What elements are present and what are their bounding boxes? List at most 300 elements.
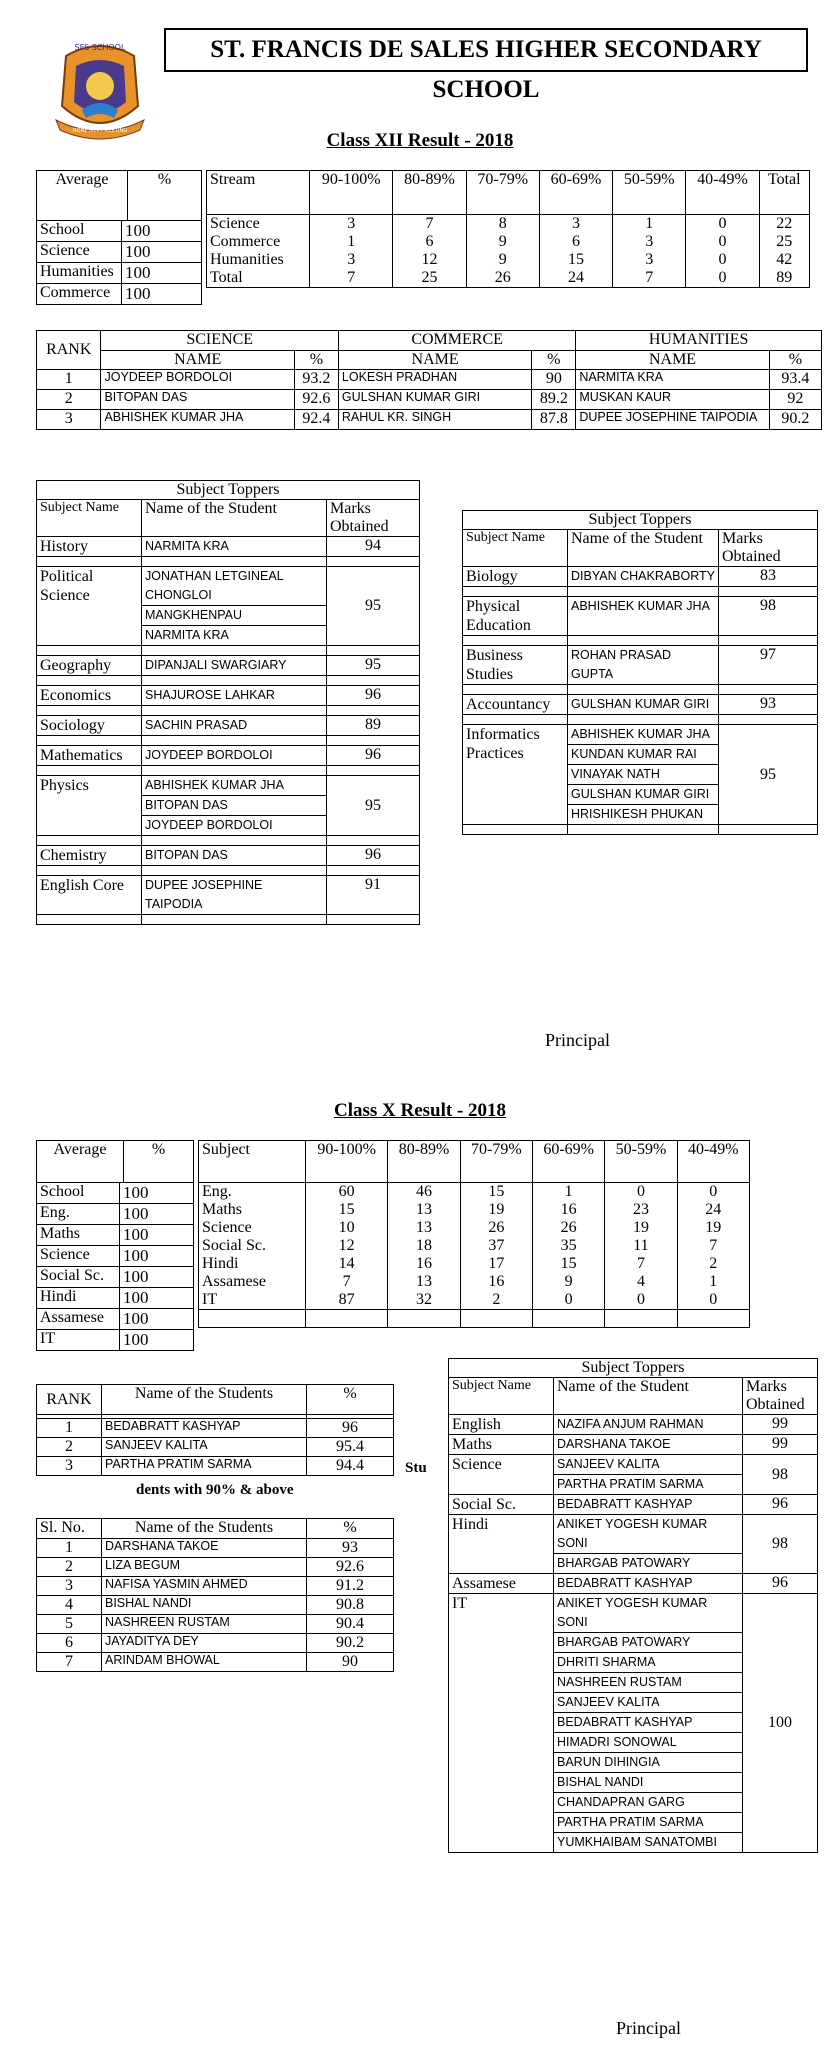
student-name: ROHAN PRASAD GUPTA [571, 648, 672, 681]
table-cell: 7 [605, 1255, 677, 1273]
student-name: DHRITI SHARMA [554, 1653, 742, 1673]
table-cell: 13 [388, 1219, 460, 1237]
table-row [37, 1183, 193, 1204]
student-name: SANJEEV KALITA [554, 1455, 742, 1475]
subject-name: Economics [37, 686, 142, 706]
x-heading: Class X Result - 2018 [333, 1100, 507, 1121]
table-cell: 15 [532, 1255, 604, 1273]
avg-label: School [37, 1183, 120, 1204]
table-cell: 1 [532, 1183, 604, 1202]
table-cell: 1 [37, 370, 101, 390]
avg-label: Eng. [37, 1204, 120, 1225]
marks-value: 98 [719, 597, 818, 636]
table-row [449, 1515, 818, 1574]
spacer-row [199, 1310, 750, 1328]
avg-value: 100 [122, 242, 202, 263]
student-name: SANJEEV KALITA [554, 1693, 742, 1713]
toppers-title: Subject Toppers [37, 481, 420, 500]
avg-label: Commerce [37, 284, 122, 305]
table-cell: 13 [388, 1201, 460, 1219]
marks-value: 89 [327, 716, 420, 736]
table-row [449, 1415, 818, 1435]
table-row [199, 1273, 750, 1291]
column-header: 80-89% [388, 1141, 460, 1183]
table-row [37, 1225, 193, 1246]
table-cell: Eng. [199, 1183, 306, 1202]
table-cell: 5 [37, 1615, 102, 1634]
student-name: JOYDEEP BORDOLOI [101, 370, 294, 390]
marks-value: 96 [327, 846, 420, 866]
column-header: Subject Name [37, 500, 142, 537]
student-name: HRISHIKESH PHUKAN [571, 807, 703, 821]
toppers-title: Subject Toppers [463, 511, 818, 530]
marks-value: 95 [327, 656, 420, 676]
student-name: JAYADITYA DEY [102, 1634, 307, 1653]
subject-name: Physical Education [463, 597, 568, 636]
student-name: ABHISHEK KUMAR JHA [568, 725, 718, 745]
table-row [449, 1495, 818, 1515]
table-cell: 3 [613, 233, 686, 251]
table-cell: Total [207, 269, 310, 288]
x-above90-table [36, 1518, 394, 1672]
table-row [37, 1438, 394, 1457]
avg-label: Science [37, 242, 122, 263]
table-cell: 93 [307, 1539, 394, 1558]
table-row [37, 284, 201, 305]
column-header: Sl. No. [37, 1519, 102, 1539]
student-name: SANJEEV KALITA [102, 1438, 307, 1457]
school-logo [48, 36, 152, 144]
school-name: ST. FRANCIS DE SALES HIGHER SECONDARY SCHOOL [164, 28, 808, 72]
table-cell: 7 [677, 1237, 749, 1255]
table-cell: 6 [37, 1634, 102, 1653]
subject-name: English Core [37, 876, 142, 915]
table-cell: 32 [388, 1291, 460, 1310]
table-row [37, 776, 420, 836]
table-row [449, 1435, 818, 1455]
table-cell: 0 [686, 269, 759, 288]
xii-principal: Principal [545, 1030, 610, 1050]
student-name: RAHUL KR. SINGH [338, 410, 531, 430]
table-header-row [37, 1519, 394, 1539]
students-cell [554, 1415, 743, 1435]
marks-value: 95 [719, 725, 818, 825]
table-cell: 0 [677, 1291, 749, 1310]
student-name: DUPEE JOSEPHINE TAIPODIA [576, 410, 769, 430]
student-name: SHAJUROSE LAHKAR [145, 688, 275, 702]
subject-name: History [37, 537, 142, 557]
spacer-row [37, 557, 420, 567]
table-cell: 7 [393, 215, 466, 234]
table-cell: 15 [539, 251, 612, 269]
avg-value: 100 [120, 1204, 194, 1225]
subject-name: Mathematics [37, 746, 142, 766]
student-name: PARTHA PRATIM SARMA [554, 1813, 742, 1833]
table-cell: 26 [466, 269, 539, 288]
students-cell [142, 686, 327, 706]
table-row [37, 537, 420, 557]
table-row [37, 1267, 193, 1288]
student-name: GULSHAN KUMAR GIRI [571, 697, 710, 711]
table-cell: 25 [393, 269, 466, 288]
toppers-title-row [463, 511, 818, 530]
students-cell [554, 1594, 743, 1853]
table-cell: 16 [460, 1273, 532, 1291]
column-header: 50-59% [613, 171, 686, 215]
student-name: GULSHAN KUMAR GIRI [568, 785, 718, 805]
subject-name: Maths [449, 1435, 554, 1455]
student-name: BITOPAN DAS [101, 390, 294, 410]
spacer-row [463, 587, 818, 597]
avg-label: School [37, 221, 122, 242]
subject-name: Hindi [449, 1515, 554, 1574]
avg-value: 100 [123, 1330, 149, 1349]
table-cell: 93.2 [294, 370, 338, 390]
marks-value: 96 [743, 1574, 818, 1594]
table-cell: 3 [613, 251, 686, 269]
avg-value: 100 [120, 1288, 194, 1309]
marks-value: 83 [719, 567, 818, 587]
table-cell: 7 [613, 269, 686, 288]
column-header: 80-89% [393, 171, 466, 215]
students-cell [554, 1435, 743, 1455]
toppers-header-row [449, 1378, 818, 1415]
table-cell: 37 [460, 1237, 532, 1255]
table-cell: 19 [605, 1219, 677, 1237]
column-header: RANK [37, 1385, 102, 1415]
avg-value: 100 [125, 284, 151, 303]
spacer-row [37, 866, 420, 876]
table-cell: 92.6 [294, 390, 338, 410]
marks-value: 96 [743, 1495, 818, 1515]
marks-value: 91 [327, 876, 420, 915]
table-cell: 3 [310, 215, 393, 234]
table-row [199, 1201, 750, 1219]
avg-value: 100 [120, 1225, 194, 1246]
table-cell: 15 [306, 1201, 388, 1219]
table-row [207, 251, 810, 269]
table-cell: 16 [388, 1255, 460, 1273]
table-row [37, 1653, 394, 1672]
table-cell: 7 [37, 1653, 102, 1672]
toppers-title: Subject Toppers [449, 1359, 818, 1378]
student-name: BEDABRATT KASHYAP [557, 1576, 693, 1590]
student-name: PARTHA PRATIM SARMA [557, 1477, 704, 1491]
student-name: NASHREEN RUSTAM [102, 1615, 307, 1634]
marks-value: 93 [719, 695, 818, 715]
column-header: 60-69% [539, 171, 612, 215]
table-row [199, 1183, 750, 1202]
column-header: 40-49% [686, 171, 759, 215]
table-cell: 14 [306, 1255, 388, 1273]
avg-value: 100 [122, 263, 202, 284]
spacer-row [37, 736, 420, 746]
table-cell: 91.2 [307, 1577, 394, 1596]
table-cell: 90.4 [307, 1615, 394, 1634]
table-cell: 42 [759, 251, 809, 269]
table-cell: 12 [393, 251, 466, 269]
marks-value: 95 [327, 567, 420, 646]
students-cell [554, 1574, 743, 1594]
student-name: LOKESH PRADHAN [338, 370, 531, 390]
table-cell: 17 [460, 1255, 532, 1273]
table-cell: 6 [393, 233, 466, 251]
subject-name: Geography [37, 656, 142, 676]
student-name: KUNDAN KUMAR RAI [568, 745, 718, 765]
marks-value: 96 [327, 686, 420, 706]
table-cell: IT [199, 1291, 306, 1310]
x-toppers-table [448, 1358, 818, 1853]
students-cell [142, 846, 327, 866]
table-row [37, 263, 201, 284]
table-cell: Science [199, 1219, 306, 1237]
table-cell: 9 [532, 1273, 604, 1291]
avg-label: Science [37, 1246, 120, 1267]
student-name: CHANDAPRAN GARG [554, 1793, 742, 1813]
table-row [37, 1204, 193, 1225]
subject-name: Science [449, 1455, 554, 1495]
table-cell: 3 [539, 215, 612, 234]
column-header: 60-69% [532, 1141, 604, 1183]
table-cell: 24 [677, 1201, 749, 1219]
table-cell: 92 [769, 390, 821, 410]
students-cell [568, 725, 719, 825]
table-cell: 87 [306, 1291, 388, 1310]
table-row [37, 221, 201, 242]
table-cell: 12 [306, 1237, 388, 1255]
column-header: Name of the Students [102, 1385, 307, 1415]
student-name: BITOPAN DAS [142, 796, 326, 816]
table-cell: 89.2 [532, 390, 576, 410]
column-header: % [307, 1519, 394, 1539]
student-name: LIZA BEGUM [102, 1558, 307, 1577]
spacer-row [463, 825, 818, 835]
table-row [37, 846, 420, 866]
table-cell: 4 [605, 1273, 677, 1291]
student-name: NAFISA YASMIN AHMED [102, 1577, 307, 1596]
spacer-row [37, 836, 420, 846]
column-header: Name of the Student [142, 500, 327, 537]
students-cell [142, 656, 327, 676]
student-name: DARSHANA TAKOE [102, 1539, 307, 1558]
student-name: PARTHA PRATIM SARMA [102, 1457, 307, 1476]
spacer-row [463, 685, 818, 695]
table-cell: 46 [388, 1183, 460, 1202]
table-row [37, 1309, 193, 1330]
marks-value: 97 [719, 646, 818, 685]
students-cell [142, 567, 327, 646]
spacer-row [463, 715, 818, 725]
table-cell: 90.8 [307, 1596, 394, 1615]
table-cell: 90.2 [307, 1634, 394, 1653]
table-row [37, 1539, 394, 1558]
table-cell: 8 [466, 215, 539, 234]
table-cell: 3 [37, 1577, 102, 1596]
column-header: % [307, 1385, 394, 1415]
xii-stream-table [206, 170, 810, 288]
table-cell: 7 [306, 1273, 388, 1291]
table-cell: 24 [539, 269, 612, 288]
table-cell: 3 [310, 251, 393, 269]
marks-value: 100 [743, 1594, 818, 1853]
table-row [37, 1634, 394, 1653]
avg-label: Humanities [37, 263, 122, 284]
table-cell: 0 [605, 1183, 677, 1202]
student-name: BISHAL NANDI [102, 1596, 307, 1615]
table-row [37, 567, 420, 646]
table-cell: 2 [37, 1558, 102, 1577]
xii-average-table: Average % School 100 Science 100 Humanities 100 Commerce 100 [36, 170, 202, 305]
student-name: DUPEE JOSEPHINE TAIPODIA [145, 878, 263, 911]
spacer-row [463, 636, 818, 646]
table-cell: Maths [199, 1201, 306, 1219]
marks-value: 98 [743, 1515, 818, 1574]
x-average-table: Average % School 100 Eng. 100 Maths 100 Science 100 Social Sc. 100 Hindi 100 Assamese 100 IT 100 [36, 1140, 194, 1351]
column-header: 90-100% [306, 1141, 388, 1183]
spacer-row [37, 766, 420, 776]
column-header: Name of the Student [554, 1378, 743, 1415]
table-cell: 0 [686, 215, 759, 234]
student-name: BHARGAB PATOWARY [554, 1633, 742, 1653]
table-row [37, 410, 822, 430]
x-subject-table [198, 1140, 750, 1328]
student-name: YUMKHAIBAM SANATOMBI [557, 1835, 717, 1849]
toppers-title-row [37, 481, 420, 500]
table-row [199, 1237, 750, 1255]
xii-toppers-right [462, 510, 818, 835]
marks-value: 96 [327, 746, 420, 766]
column-header: Marks Obtained [327, 500, 420, 537]
table-cell: 90.2 [769, 410, 821, 430]
marks-value: 95 [327, 776, 420, 836]
table-cell: 19 [460, 1201, 532, 1219]
table-row [449, 1594, 818, 1853]
table-cell: 16 [532, 1201, 604, 1219]
table-row [463, 567, 818, 587]
avg-label: Maths [37, 1225, 120, 1246]
table-cell: Hindi [199, 1255, 306, 1273]
avg-label: IT [37, 1330, 120, 1351]
xii-heading: Class XII Result - 2018 [326, 130, 514, 151]
student-name: DIBYAN CHAKRABORTY [571, 569, 716, 583]
student-name: JOYDEEP BORDOLOI [145, 818, 273, 832]
table-cell: 0 [686, 233, 759, 251]
avg-value: 100 [120, 1183, 194, 1204]
table-cell: 7 [310, 269, 393, 288]
table-row [199, 1291, 750, 1310]
subject-name: Informatics Practices [463, 725, 568, 825]
subject-name: Assamese [449, 1574, 554, 1594]
xii-toppers-left [36, 480, 420, 925]
table-cell: 15 [460, 1183, 532, 1202]
column-header: Total [759, 171, 809, 215]
table-cell: 18 [388, 1237, 460, 1255]
x-above90-label-fragment: Stu [405, 1460, 427, 1476]
table-row [449, 1574, 818, 1594]
xii-rank-table: RANK SCIENCE COMMERCE HUMANITIES NAME % NAME % NAME % 1 JOYDEEP BORDOLOI 93.2 LOKESH PRADHAN 90 NARMITA KRA 93.4 2 BITOPAN DAS 92.6 GULSHAN KUMAR GIRI 89.2 MUSKAN KAUR 92 3 ABHISHEK KUMAR JHA 92.4 RAHUL KR. SINGH 87.8 DUPEE JOSEPHINE TAIPODIA 90.2 [36, 330, 822, 430]
student-name: BISHAL NANDI [554, 1773, 742, 1793]
toppers-header-row [463, 530, 818, 567]
student-name: NASHREEN RUSTAM [554, 1673, 742, 1693]
x-principal: Principal [616, 2018, 681, 2038]
column-header: Marks Obtained [743, 1378, 818, 1415]
table-row [37, 1615, 394, 1634]
table-cell: 9 [466, 251, 539, 269]
column-header: 70-79% [460, 1141, 532, 1183]
table-cell: Commerce [207, 233, 310, 251]
avg-value: 100 [120, 1246, 194, 1267]
marks-value: 99 [743, 1435, 818, 1455]
student-name: ANIKET YOGESH KUMAR SONI [554, 1515, 742, 1554]
table-cell: 0 [605, 1291, 677, 1310]
subject-name: Sociology [37, 716, 142, 736]
table-row [199, 1219, 750, 1237]
avg-value: 100 [120, 1267, 194, 1288]
column-header: 40-49% [677, 1141, 749, 1183]
student-name: ABHISHEK KUMAR JHA [142, 776, 326, 796]
students-cell [142, 537, 327, 557]
table-row [37, 242, 201, 263]
table-row [37, 1246, 193, 1267]
avg-label: Hindi [37, 1288, 120, 1309]
table-cell: 2 [677, 1255, 749, 1273]
student-name: DARSHANA TAKOE [557, 1437, 671, 1451]
table-cell: 2 [460, 1291, 532, 1310]
students-cell [142, 776, 327, 836]
table-cell: 26 [532, 1219, 604, 1237]
column-header: 70-79% [466, 171, 539, 215]
spacer-row [37, 915, 420, 925]
table-row [207, 215, 810, 234]
subject-name: Business Studies [463, 646, 568, 685]
toppers-header-row [37, 500, 420, 537]
table-cell: 1 [37, 1419, 102, 1438]
spacer-row [37, 706, 420, 716]
table-cell: 3 [37, 1457, 102, 1476]
table-cell: 13 [388, 1273, 460, 1291]
student-name: BEDABRATT KASHYAP [102, 1419, 307, 1438]
subject-name: Social Sc. [449, 1495, 554, 1515]
table-row [463, 597, 818, 636]
student-name: JOYDEEP BORDOLOI [145, 748, 273, 762]
subject-name: Political Science [37, 567, 142, 646]
student-name: SACHIN PRASAD [145, 718, 248, 732]
table-cell: 1 [37, 1539, 102, 1558]
table-row [37, 1288, 193, 1309]
student-name: GULSHAN KUMAR GIRI [338, 390, 531, 410]
table-cell: Humanities [207, 251, 310, 269]
subject-name: Biology [463, 567, 568, 587]
student-name: NARMITA KRA [576, 370, 769, 390]
student-name: ARINDAM BHOWAL [102, 1653, 307, 1672]
table-cell: 0 [532, 1291, 604, 1310]
avg-value: 100 [122, 221, 202, 242]
student-name: DIPANJALI SWARGIARY [145, 658, 287, 672]
table-cell: 10 [306, 1219, 388, 1237]
subject-name: IT [449, 1594, 554, 1853]
student-name: NARMITA KRA [145, 539, 229, 553]
column-header: Name of the Student [568, 530, 719, 567]
table-row [37, 1558, 394, 1577]
x-above90-label: dents with 90% & above [136, 1482, 294, 1498]
table-cell: 25 [759, 233, 809, 251]
subject-name: Chemistry [37, 846, 142, 866]
table-row [37, 656, 420, 676]
table-row [37, 1457, 394, 1476]
students-cell [142, 876, 327, 915]
table-header-row [37, 1385, 394, 1415]
table-cell: Social Sc. [199, 1237, 306, 1255]
